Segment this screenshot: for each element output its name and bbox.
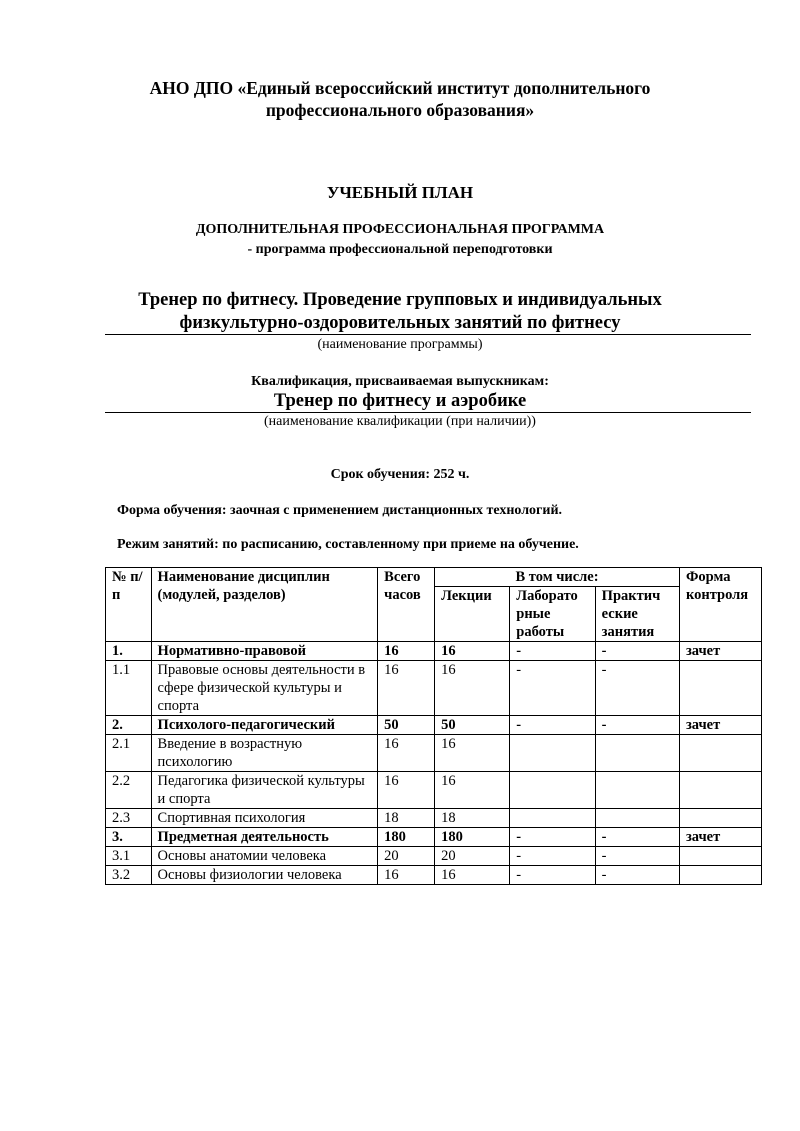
- cell-total: 18: [378, 809, 435, 828]
- cell-total: 50: [378, 716, 435, 735]
- cell-practice: -: [595, 716, 679, 735]
- cell-labs: -: [510, 716, 595, 735]
- header-lectures: Лекции: [435, 587, 510, 642]
- cell-total: 16: [378, 661, 435, 716]
- cell-lectures: 180: [435, 828, 510, 847]
- table-section-row: [106, 642, 762, 661]
- cell-control: [679, 847, 761, 866]
- cell-lectures: 16: [435, 735, 510, 772]
- curriculum-table: [105, 567, 762, 885]
- program-name-caption: (наименование программы): [317, 337, 483, 352]
- cell-practice: -: [595, 642, 679, 661]
- table-row: [106, 809, 762, 828]
- cell-labs: -: [510, 828, 595, 847]
- header-name: Наименование дисциплин (модулей, разделов): [151, 568, 378, 642]
- cell-num: 3.1: [106, 847, 152, 866]
- cell-control: [679, 866, 761, 885]
- cell-control: [679, 809, 761, 828]
- cell-name: Спортивная психология: [151, 809, 378, 828]
- cell-num: 2.1: [106, 735, 152, 772]
- cell-name: Педагогика физической культуры и спорта: [151, 772, 378, 809]
- table-row: [106, 847, 762, 866]
- cell-control: зачет: [679, 828, 761, 847]
- header-including: В том числе:: [435, 568, 680, 587]
- study-form: Форма обучения: заочная с применением дистанционных технологий.: [117, 503, 563, 518]
- cell-practice: [595, 809, 679, 828]
- cell-practice: -: [595, 847, 679, 866]
- header-control: Форма контроля: [679, 568, 761, 642]
- cell-name: Нормативно-правовой: [151, 642, 378, 661]
- cell-practice: -: [595, 661, 679, 716]
- cell-control: зачет: [679, 716, 761, 735]
- table-row: [106, 772, 762, 809]
- table-row: [106, 866, 762, 885]
- cell-num: 3.: [106, 828, 152, 847]
- cell-lectures: 18: [435, 809, 510, 828]
- cell-total: 16: [378, 866, 435, 885]
- cell-labs: [510, 809, 595, 828]
- table-header-row-1: [106, 568, 762, 587]
- cell-num: 3.2: [106, 866, 152, 885]
- study-schedule: Режим занятий: по расписанию, составленному при приеме на обучение.: [117, 537, 579, 552]
- cell-lectures: 16: [435, 661, 510, 716]
- cell-num: 2.2: [106, 772, 152, 809]
- cell-lectures: 16: [435, 642, 510, 661]
- qualification-caption: (наименование квалификации (при наличии)): [264, 414, 536, 429]
- cell-total: 16: [378, 735, 435, 772]
- cell-total: 180: [378, 828, 435, 847]
- table-row: [106, 661, 762, 716]
- cell-practice: [595, 735, 679, 772]
- header-total: Всего часов: [378, 568, 435, 642]
- qualification-label: Квалификация, присваиваемая выпускникам:: [251, 374, 549, 389]
- cell-labs: -: [510, 642, 595, 661]
- cell-control: зачет: [679, 642, 761, 661]
- table-row: [106, 735, 762, 772]
- header-practice: Практич еские занятия: [595, 587, 679, 642]
- document-title: УЧЕБНЫЙ ПЛАН: [326, 183, 474, 202]
- qualification-underline: [105, 412, 751, 413]
- cell-lectures: 16: [435, 866, 510, 885]
- cell-practice: -: [595, 866, 679, 885]
- cell-labs: [510, 772, 595, 809]
- cell-name: Введение в возрастную психологию: [151, 735, 378, 772]
- table-section-row: [106, 828, 762, 847]
- cell-name: Психолого-педагогический: [151, 716, 378, 735]
- cell-labs: -: [510, 866, 595, 885]
- cell-num: 2.: [106, 716, 152, 735]
- duration: Срок обучения: 252 ч.: [330, 467, 470, 482]
- cell-control: [679, 772, 761, 809]
- cell-name: Основы физиологии человека: [151, 866, 378, 885]
- qualification-value: Тренер по фитнесу и аэробике: [273, 391, 527, 411]
- cell-name: Основы анатомии человека: [151, 847, 378, 866]
- cell-labs: -: [510, 661, 595, 716]
- program-name-line1: Тренер по фитнесу. Проведение групповых и индивидуальных: [138, 290, 662, 310]
- cell-lectures: 20: [435, 847, 510, 866]
- cell-total: 20: [378, 847, 435, 866]
- header-labs: Лаборато рные работы: [510, 587, 595, 642]
- cell-total: 16: [378, 772, 435, 809]
- cell-num: 1.1: [106, 661, 152, 716]
- cell-labs: [510, 735, 595, 772]
- program-name-underline: [105, 334, 751, 335]
- organization-name-line2: профессионального образования»: [265, 100, 535, 120]
- organization-name: [0, 77, 800, 121]
- cell-control: [679, 661, 761, 716]
- header-num: № п/п: [106, 568, 152, 642]
- program-type: ДОПОЛНИТЕЛЬНАЯ ПРОФЕССИОНАЛЬНАЯ ПРОГРАММА: [195, 222, 605, 237]
- cell-practice: [595, 772, 679, 809]
- organization-name-line1: АНО ДПО «Единый всероссийский институт дополнительного: [149, 78, 651, 98]
- program-name-line2: физкультурно-оздоровительных занятий по фитнесу: [179, 313, 621, 333]
- cell-num: 1.: [106, 642, 152, 661]
- cell-lectures: 50: [435, 716, 510, 735]
- cell-labs: -: [510, 847, 595, 866]
- cell-num: 2.3: [106, 809, 152, 828]
- program-subtype: - программа профессиональной переподготовки: [247, 242, 553, 257]
- cell-name: Правовые основы деятельности в сфере физической культуры и спорта: [151, 661, 378, 716]
- cell-practice: -: [595, 828, 679, 847]
- table-section-row: [106, 716, 762, 735]
- cell-total: 16: [378, 642, 435, 661]
- cell-control: [679, 735, 761, 772]
- cell-name: Предметная деятельность: [151, 828, 378, 847]
- cell-lectures: 16: [435, 772, 510, 809]
